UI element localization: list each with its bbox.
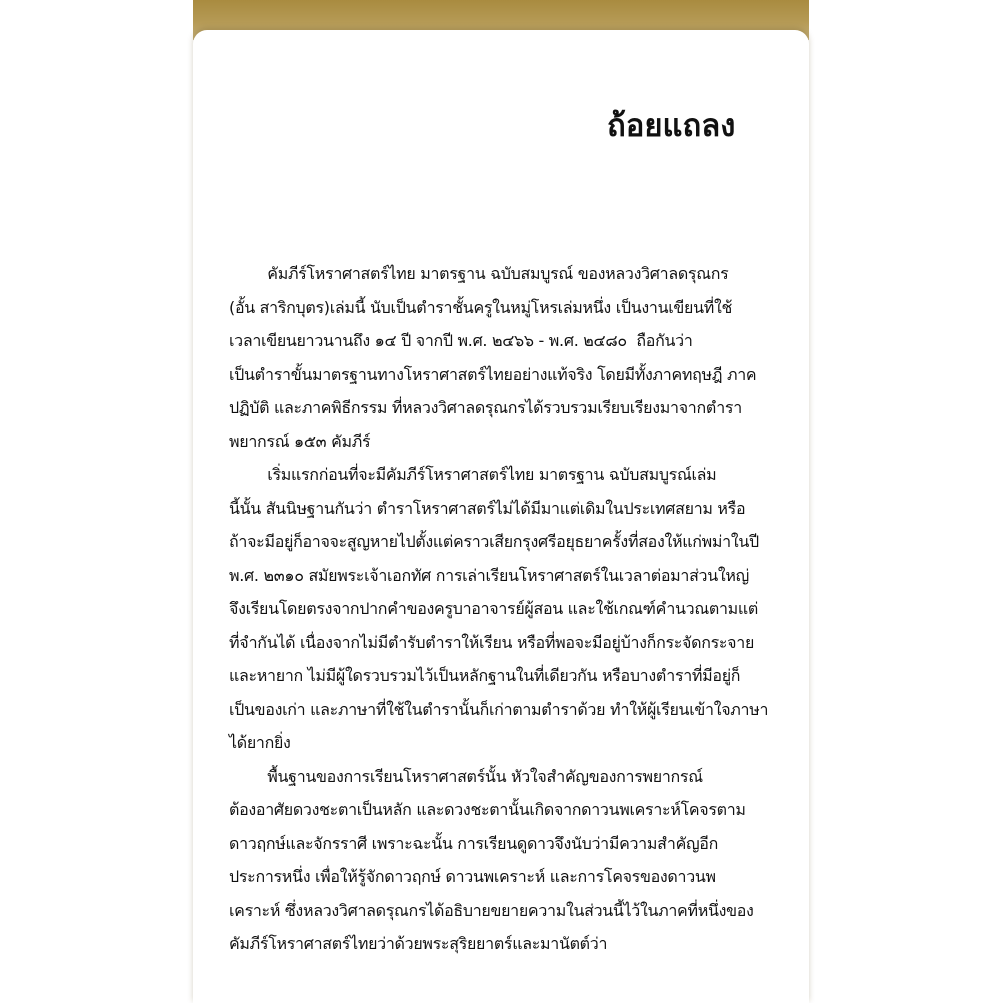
text-line: (อั้น สาริกบุตร)เล่มนี้ นับเป็นตำราชั้นครูในหมู่โหรเล่มหนึ่ง เป็นงานเขียนที่ใช้ <box>229 297 733 317</box>
text-line: ปฏิบัติ และภาคพิธีกรรม ที่หลวงวิศาลดรุณกรได้รวบรวมเรียบเรียงมาจากตำรา <box>229 398 742 417</box>
text-line: และหายาก ไม่มีผู้ใดรวบรวมไว้เป็นหลักฐานในที่เดียวกัน หรือบางตำราที่มีอยู่ก็ <box>229 666 741 685</box>
text-line: จึงเรียนโดยตรงจากปากคำของครูบาอาจารย์ผู้สอน และใช้เกณฑ์คำนวณตามแต่ <box>229 599 759 618</box>
text-line: เป็นตำราขั้นมาตรฐานทางโหราศาสตร์ไทยอย่างแท้จริง โดยมีทั้งภาคทฤษฎี ภาค <box>229 364 757 384</box>
text-line: พื้นฐานของการเรียนโหราศาสตร์นั้น หัวใจสำคัญของการพยากรณ์ <box>229 766 703 786</box>
text-line: ประการหนึ่ง เพื่อให้รู้จักดาวฤกษ์ ดาวนพเคราะห์ และการโคจรของดาวนพ <box>229 867 716 886</box>
text-line: ได้ยากยิ่ง <box>229 733 291 752</box>
text-line: คัมภีร์โหราศาสตร์ไทย มาตรฐาน ฉบับสมบูรณ์ ของหลวงวิศาลดรุณกร <box>229 264 729 283</box>
text-line: ต้องอาศัยดวงชะตาเป็นหลัก และดวงชะตานั้นเกิดจากดาวนพเคราะห์โคจรตาม <box>229 800 746 819</box>
body-text <box>229 257 769 961</box>
text-line: ที่จำกันได้ เนื่องจากไม่มีตำรับตำราให้เรียน หรือที่พอจะมีอยู่บ้างก็กระจัดกระจาย <box>229 632 755 652</box>
text-line: นี้นั้น สันนิษฐานกันว่า ตำราโหราศาสตร์ไม่ได้มีมาแต่เดิมในประเทศสยาม หรือ <box>229 498 746 518</box>
page-title: ถ้อยแถลง <box>607 108 736 144</box>
text-line: พยากรณ์ ๑๕๓ คัมภีร์ <box>229 431 371 451</box>
text-line: ถ้าจะมีอยู่ก็อาจจะสูญหายไปตั้งแต่คราวเสียกรุงศรีอยุธยาครั้งที่สองให้แก่พม่าในปี <box>229 532 759 551</box>
paragraph-2 <box>229 458 769 760</box>
text-line: เริ่มแรกก่อนที่จะมีคัมภีร์โหราศาสตร์ไทย มาตรฐาน ฉบับสมบูรณ์เล่ม <box>229 465 717 484</box>
text-line: เวลาเขียนยาวนานถึง ๑๔ ปี จากปี พ.ศ. ๒๔๖๖ - พ.ศ. ๒๔๘๐ ถือกันว่า <box>229 331 693 350</box>
text-line: พ.ศ. ๒๓๑๐ สมัยพระเจ้าเอกทัศ การเล่าเรียนโหราศาสตร์ในเวลาต่อมาส่วนใหญ่ <box>229 565 749 585</box>
paragraph-1 <box>229 257 769 458</box>
text-line: ดาวฤกษ์และจักรราศี เพราะฉะนั้น การเรียนดูดาวจึงนับว่ามีความสำคัญอีก <box>229 833 718 853</box>
text-line: คัมภีร์โหราศาสตร์ไทยว่าด้วยพระสุริยยาตร์และมานัตต์ว่า <box>229 934 608 953</box>
text-line: เคราะห์ ซึ่งหลวงวิศาลดรุณกรได้อธิบายขยายความในส่วนนี้ไว้ในภาคที่หนึ่งของ <box>229 900 754 920</box>
text-line: เป็นของเก่า และภาษาที่ใช้ในตำรานั้นก็เก่าตามตำราด้วย ทำให้ผู้เรียนเข้าใจภาษา <box>229 699 769 719</box>
paragraph-3 <box>229 760 769 961</box>
